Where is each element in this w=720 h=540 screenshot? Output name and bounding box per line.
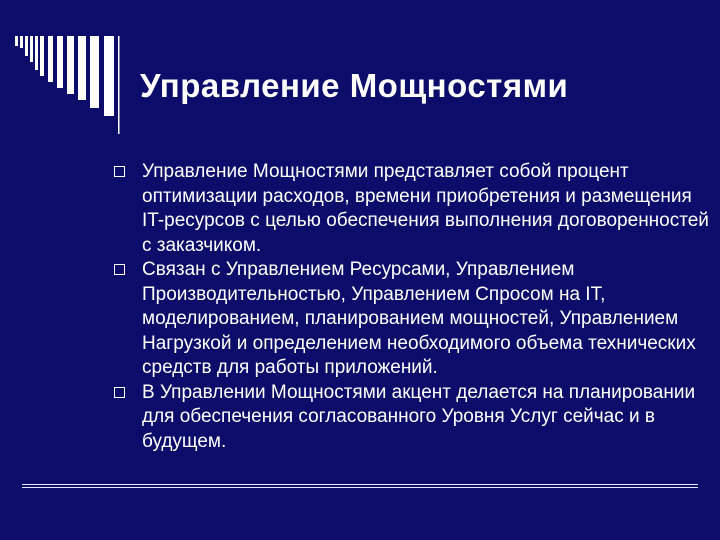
bottom-rule-line [22,484,698,485]
bullet-text: Управление Мощностями представляет собой процент оптимизации расходов, времени приобретения и размещения IT-ресурсов с целью обеспечения выполнения договоренностей с заказчиком. [142,161,709,256]
stripe [78,36,86,100]
hollow-square-icon [114,387,125,398]
stripe [40,36,44,76]
stripe-group [15,36,114,116]
stripe [104,36,114,116]
stripe [90,36,99,108]
hollow-square-icon [114,166,125,177]
stripe [15,36,18,46]
stripe [20,36,23,48]
hollow-square-icon [114,264,125,275]
bullet-item [112,381,716,455]
stripe [30,36,33,62]
title-rule-left [118,36,120,134]
stripe [57,36,63,88]
bottom-rule [22,484,698,488]
bullet-list [112,160,716,454]
stripe [67,36,74,94]
bottom-rule-line [22,487,698,488]
stripe [35,36,38,70]
bullet-text: В Управлении Мощностями акцент делается на планировании для обеспечения согласованного Уровня Услуг сейчас и в будущем. [142,381,696,452]
bullet-item [112,258,716,381]
stripe [25,36,28,56]
bullet-text: Связан с Управлением Ресурсами, Управлением Производительностью, Управлением Спросом на IT, моделированием, планированием мощностей, Управлением Нагрузкой и определением необходимого объема технических средств для работы приложений. [142,259,696,378]
stripe [48,36,53,82]
slide-title: Управление Мощностями [140,67,569,104]
bullet-item [112,160,716,258]
